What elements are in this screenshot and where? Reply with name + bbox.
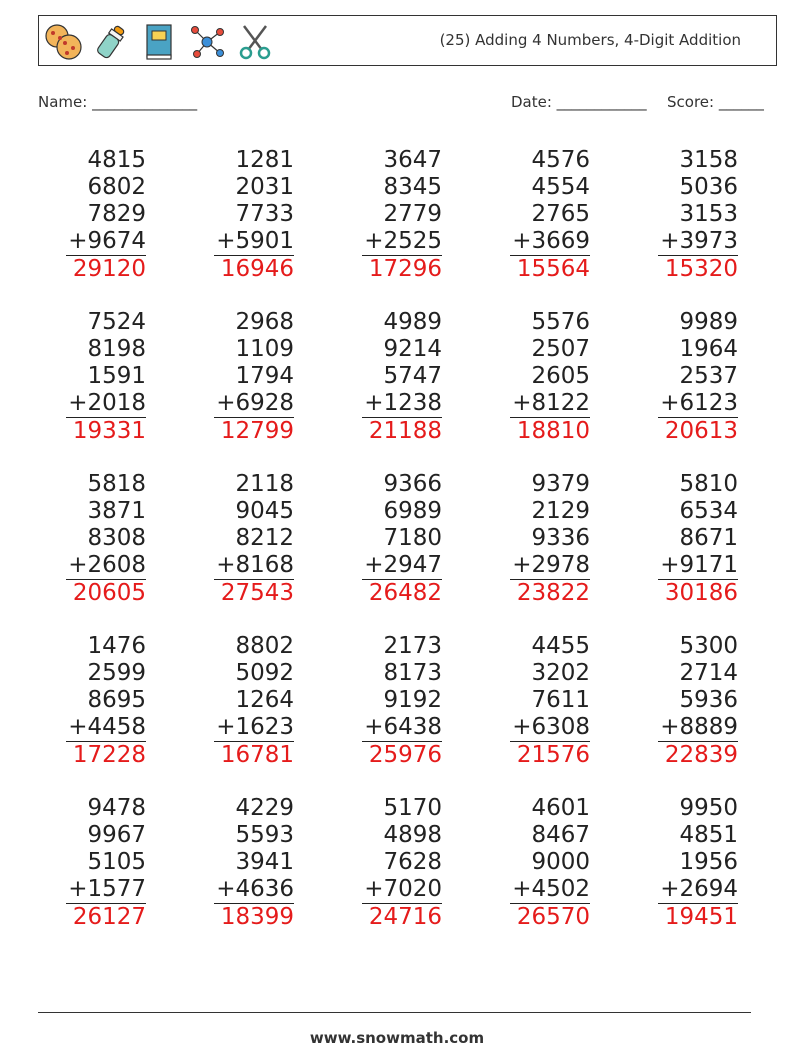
addend: 7628	[383, 849, 442, 875]
addend: 2714	[679, 660, 738, 686]
addend: 4898	[383, 822, 442, 848]
addend: 2765	[531, 201, 590, 227]
addend: 3941	[235, 849, 294, 875]
addend: 1794	[235, 363, 294, 389]
addend-with-plus: +8168	[214, 552, 294, 580]
addend: 5300	[679, 633, 738, 659]
addend: 5105	[87, 849, 146, 875]
addition-problem	[362, 309, 442, 445]
addend: 4851	[679, 822, 738, 848]
addend: 5593	[235, 822, 294, 848]
addend: 2031	[235, 174, 294, 200]
addend-with-plus: +6308	[510, 714, 590, 742]
addend: 5092	[235, 660, 294, 686]
addend: 9000	[531, 849, 590, 875]
addend: 2129	[531, 498, 590, 524]
addend-with-plus: +2018	[66, 390, 146, 418]
answer: 17296	[368, 256, 442, 282]
addend: 9950	[679, 795, 738, 821]
addend: 4576	[531, 147, 590, 173]
addend-with-plus: +3669	[510, 228, 590, 256]
answer: 27543	[220, 580, 294, 606]
score-field: Score: ______	[667, 93, 764, 111]
addend: 8345	[383, 174, 442, 200]
addend: 9045	[235, 498, 294, 524]
answer: 26570	[516, 904, 590, 930]
addend: 9366	[383, 471, 442, 497]
addend: 4554	[531, 174, 590, 200]
addend: 2507	[531, 336, 590, 362]
addition-problem	[510, 795, 590, 931]
addend-with-plus: +1623	[214, 714, 294, 742]
addend: 9192	[383, 687, 442, 713]
addend-with-plus: +4458	[66, 714, 146, 742]
answer: 26127	[72, 904, 146, 930]
addend-with-plus: +2978	[510, 552, 590, 580]
addend-with-plus: +8889	[658, 714, 738, 742]
addend: 2118	[235, 471, 294, 497]
addition-problem	[66, 471, 146, 607]
answer: 18810	[516, 418, 590, 444]
addition-problem	[510, 309, 590, 445]
addend: 1109	[235, 336, 294, 362]
addition-problem	[214, 147, 294, 283]
addend: 5170	[383, 795, 442, 821]
addition-problem	[510, 147, 590, 283]
addend: 5936	[679, 687, 738, 713]
addend: 7611	[531, 687, 590, 713]
addend: 4455	[531, 633, 590, 659]
addend: 2173	[383, 633, 442, 659]
addend: 9478	[87, 795, 146, 821]
answer: 17228	[72, 742, 146, 768]
addend: 1956	[679, 849, 738, 875]
scissors-icon	[235, 22, 275, 62]
addend-with-plus: +7020	[362, 876, 442, 904]
addend: 7524	[87, 309, 146, 335]
addend: 3153	[679, 201, 738, 227]
addend: 7733	[235, 201, 294, 227]
name-field: Name: ______________	[38, 93, 198, 111]
addition-problem	[658, 633, 738, 769]
answer: 29120	[72, 256, 146, 282]
addition-problem	[362, 795, 442, 931]
addend: 2605	[531, 363, 590, 389]
addend-with-plus: +6928	[214, 390, 294, 418]
addend-with-plus: +2525	[362, 228, 442, 256]
answer: 26482	[368, 580, 442, 606]
molecule-icon	[187, 22, 227, 62]
addend: 7180	[383, 525, 442, 551]
addition-problem	[214, 633, 294, 769]
addend: 9989	[679, 309, 738, 335]
addend: 4989	[383, 309, 442, 335]
addend: 4815	[87, 147, 146, 173]
addend: 8212	[235, 525, 294, 551]
answer: 16781	[220, 742, 294, 768]
addend: 8467	[531, 822, 590, 848]
addend-with-plus: +4502	[510, 876, 590, 904]
addend: 2599	[87, 660, 146, 686]
addition-problem	[362, 471, 442, 607]
answer: 12799	[220, 418, 294, 444]
answer: 20605	[72, 580, 146, 606]
addend: 3158	[679, 147, 738, 173]
addend-with-plus: +4636	[214, 876, 294, 904]
addend: 6802	[87, 174, 146, 200]
addend: 6989	[383, 498, 442, 524]
addend: 6534	[679, 498, 738, 524]
answer: 16946	[220, 256, 294, 282]
addition-problem	[66, 795, 146, 931]
addend-with-plus: +9171	[658, 552, 738, 580]
answer: 22839	[664, 742, 738, 768]
cookies-icon	[43, 22, 83, 62]
addend: 9214	[383, 336, 442, 362]
footer-divider	[38, 1012, 751, 1013]
answer: 20613	[664, 418, 738, 444]
addition-problem	[214, 471, 294, 607]
addend-with-plus: +2947	[362, 552, 442, 580]
worksheet-title: (25) Adding 4 Numbers, 4-Digit Addition	[439, 31, 741, 49]
addend: 8802	[235, 633, 294, 659]
baby-bottle-icon	[91, 22, 131, 62]
addition-problem	[214, 795, 294, 931]
book-icon	[139, 22, 179, 62]
addend: 4229	[235, 795, 294, 821]
addend: 5036	[679, 174, 738, 200]
addition-problem	[658, 471, 738, 607]
addend: 1591	[87, 363, 146, 389]
addition-problem	[362, 633, 442, 769]
addend: 1964	[679, 336, 738, 362]
addend: 1476	[87, 633, 146, 659]
addition-problem	[214, 309, 294, 445]
addend: 7829	[87, 201, 146, 227]
addend: 8198	[87, 336, 146, 362]
answer: 15320	[664, 256, 738, 282]
addend-with-plus: +2608	[66, 552, 146, 580]
footer-site: www.snowmath.com	[309, 1029, 485, 1047]
date-field: Date: ____________	[511, 93, 647, 111]
worksheet-header	[38, 15, 777, 66]
addend-with-plus: +6438	[362, 714, 442, 742]
addend: 9967	[87, 822, 146, 848]
addend-with-plus: +9674	[66, 228, 146, 256]
answer: 21576	[516, 742, 590, 768]
addend: 1264	[235, 687, 294, 713]
answer: 15564	[516, 256, 590, 282]
addend: 1281	[235, 147, 294, 173]
addend: 3647	[383, 147, 442, 173]
answer: 25976	[368, 742, 442, 768]
addition-problem	[362, 147, 442, 283]
addition-problem	[66, 147, 146, 283]
addend-with-plus: +8122	[510, 390, 590, 418]
answer: 18399	[220, 904, 294, 930]
header-icons	[43, 21, 275, 63]
addend: 5747	[383, 363, 442, 389]
answer: 19451	[664, 904, 738, 930]
addition-problem	[510, 471, 590, 607]
answer: 30186	[664, 580, 738, 606]
addition-problem	[510, 633, 590, 769]
addend: 5818	[87, 471, 146, 497]
addend: 8695	[87, 687, 146, 713]
addend-with-plus: +1238	[362, 390, 442, 418]
answer: 24716	[368, 904, 442, 930]
addend-with-plus: +3973	[658, 228, 738, 256]
addition-problem	[658, 309, 738, 445]
addition-problem	[66, 309, 146, 445]
addend: 5576	[531, 309, 590, 335]
addend-with-plus: +6123	[658, 390, 738, 418]
addend: 3871	[87, 498, 146, 524]
addend: 8173	[383, 660, 442, 686]
addend: 9379	[531, 471, 590, 497]
addition-problem	[658, 795, 738, 931]
addition-problem	[66, 633, 146, 769]
answer: 19331	[72, 418, 146, 444]
addend: 2537	[679, 363, 738, 389]
addend: 2779	[383, 201, 442, 227]
addend-with-plus: +1577	[66, 876, 146, 904]
addend: 8308	[87, 525, 146, 551]
addend-with-plus: +5901	[214, 228, 294, 256]
addend: 4601	[531, 795, 590, 821]
answer: 23822	[516, 580, 590, 606]
answer: 21188	[368, 418, 442, 444]
addend: 5810	[679, 471, 738, 497]
addend: 9336	[531, 525, 590, 551]
addend: 2968	[235, 309, 294, 335]
addend-with-plus: +2694	[658, 876, 738, 904]
addend: 8671	[679, 525, 738, 551]
addend: 3202	[531, 660, 590, 686]
addition-problem	[658, 147, 738, 283]
